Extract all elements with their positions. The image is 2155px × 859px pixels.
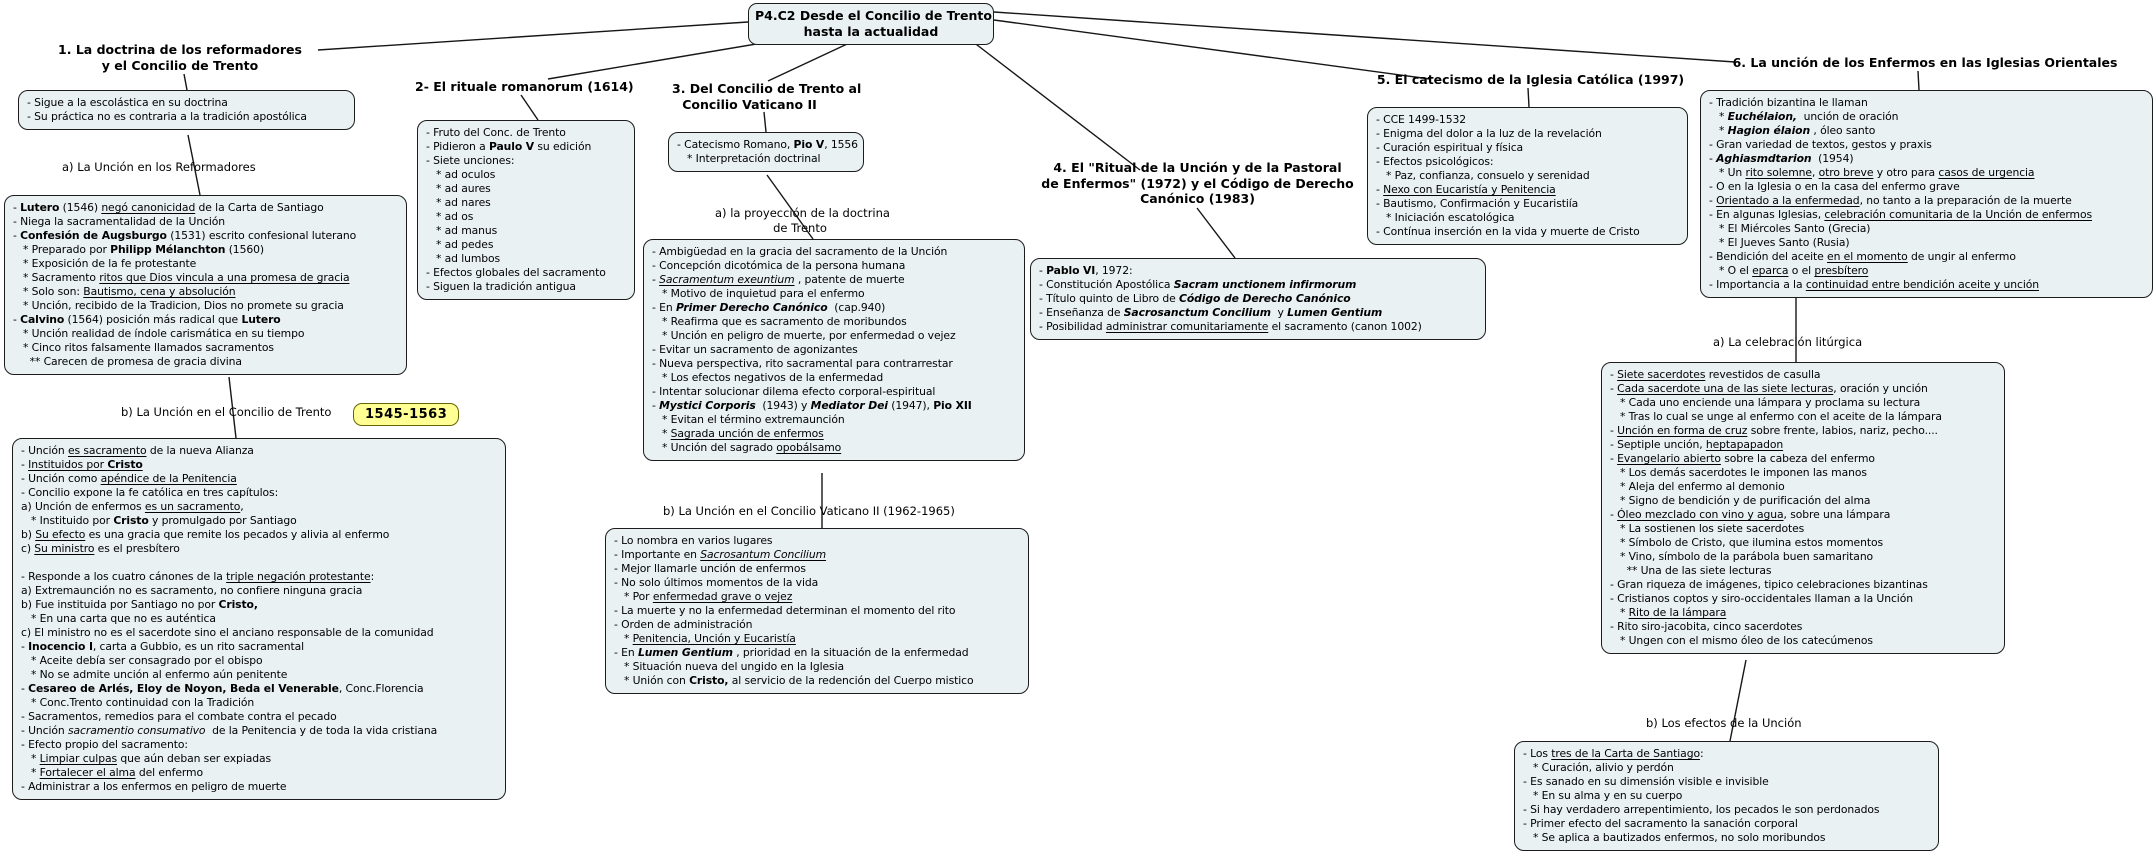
text-line: * Cinco ritos falsamente llamados sacramentos — [13, 341, 274, 354]
text-line: - Efectos globales del sacramento — [426, 266, 606, 279]
label-proyeccion-doctrina[interactable] — [715, 206, 890, 236]
box-concilio-vaticano-ii[interactable] — [605, 528, 1029, 694]
text-line: - Óleo mezclado con vino y agua, sobre una lámpara — [1610, 508, 1891, 521]
text-line: c) Su ministro es el presbítero — [21, 542, 180, 555]
text-line: - Gran riqueza de imágenes, tipico celebraciones bizantinas — [1610, 578, 1928, 591]
text-line: - Cesareo de Arlés, Eloy de Noyon, Beda el Venerable, Conc.Florencia — [21, 682, 424, 695]
text-line: * El Jueves Santo (Rusia) — [1709, 236, 1850, 249]
badge-dates-1545-1563[interactable]: 1545-1563 — [353, 403, 459, 426]
text-line: * Evitan el término extremaunción — [652, 413, 845, 426]
box-concilio-trento[interactable] — [12, 438, 506, 800]
text-line: - Enigma del dolor a la luz de la revelación — [1376, 127, 1602, 140]
text-line: * Vino, símbolo de la parábola buen samaritano — [1610, 550, 1874, 563]
text-line: - Concepción dicotómica de la persona humana — [652, 259, 906, 272]
text-line: * Curación, alivio y perdón — [1523, 761, 1674, 774]
text-line — [21, 556, 497, 570]
text-line: - CCE 1499-1532 — [1376, 113, 1467, 126]
text-line: - Unción en forma de cruz sobre frente, labios, nariz, pecho.... — [1610, 424, 1938, 437]
box-iglesias-orientales[interactable] — [1700, 90, 2153, 298]
text-line: * Conc.Trento continuidad con la Tradición — [21, 696, 255, 709]
text-line: a) Unción de enfermos es un sacramento, — [21, 500, 244, 513]
text-line: b) Fue instituida por Santiago no por Cristo, — [21, 598, 258, 611]
text-line: * Ungen con el mismo óleo de los catecúmenos — [1610, 634, 1873, 647]
text-line: * Unción, recibido de la Tradicion, Dios no promete su gracia — [13, 299, 344, 312]
text-line: * Símbolo de Cristo, que ilumina estos momentos — [1610, 536, 1884, 549]
text-line: b) Su efecto es una gracia que remite los pecados y alivia al enfermo — [21, 528, 390, 541]
label-celebracion-liturgica[interactable]: a) La celebración litúrgica — [1713, 335, 1863, 349]
text-line: - Curación espiritual y física — [1376, 141, 1524, 154]
text-line: * Euchélaion, unción de oración — [1709, 110, 1899, 123]
text-line: - Los tres de la Carta de Santiago: — [1523, 747, 1704, 760]
text-line: - En algunas Iglesias, celebración comunitaria de la Unción de enfermos — [1709, 208, 2092, 221]
box-catecismo-romano[interactable] — [668, 132, 864, 172]
edge-root-to-section4 — [968, 38, 1140, 170]
text-line: - Su práctica no es contraria a la tradición apostólica — [27, 110, 307, 123]
text-line: * ad aures — [426, 182, 491, 195]
edge-header5-to-cce — [1528, 88, 1529, 107]
label-uncion-concilio-trento[interactable]: b) La Unción en el Concilio de Trento — [121, 405, 332, 419]
text-line: - Es sanado en su dimensión visible e invisible — [1523, 775, 1769, 788]
text-line: - Posibilidad administrar comunitariamente el sacramento (canon 1002) — [1039, 320, 1422, 333]
text-line: - Orientado a la enfermedad, no tanto a la preparación de la muerte — [1709, 194, 2072, 207]
text-line: - Cada sacerdote una de las siete lecturas, oración y unción — [1610, 382, 1928, 395]
text-line: * La sostienen los siete sacerdotes — [1610, 522, 1805, 535]
text-line: - Primer efecto del sacramento la sanación corporal — [1523, 817, 1798, 830]
text-line: - Efectos psicológicos: — [1376, 155, 1494, 168]
text-line: - Cristianos coptos y siro-occidentales llaman a la Unción — [1610, 592, 1913, 605]
text-line: * En una carta que no es auténtica — [21, 612, 216, 625]
text-line: - Lo nombra en varios lugares — [614, 534, 773, 547]
box-rituale-romanum[interactable] — [417, 120, 635, 300]
text-line: - Septiple unción, heptapapadon — [1610, 438, 1784, 451]
text-line: * Unción en peligro de muerte, por enfermedad o vejez — [652, 329, 956, 342]
text-line: - Evangelario abierto sobre la cabeza del enfermo — [1610, 452, 1875, 465]
text-line: - Niega la sacramentalidad de la Unción — [13, 215, 226, 228]
text-line: - Gran variedad de textos, gestos y praxis — [1709, 138, 1932, 151]
text-line: - Importancia a la continuidad entre bendición aceite y unción — [1709, 278, 2039, 291]
text-line: * Se aplica a bautizados enfermos, no solo moribundos — [1523, 831, 1826, 844]
text-line: - Sigue a la escolástica en su doctrina — [27, 96, 228, 109]
text-line: - Evitar un sacramento de agonizantes — [652, 343, 858, 356]
text-line: Canónico (1983) — [1140, 191, 1255, 206]
text-line: - Nexo con Eucaristía y Penitencia — [1376, 183, 1556, 196]
box-proyeccion-doctrina[interactable] — [643, 239, 1025, 461]
text-line: - Unción sacramentio consumativo de la Penitencia y de toda la vida cristiana — [21, 724, 438, 737]
text-line: de Enfermos" (1972) y el Código de Derecho — [1041, 175, 1354, 191]
text-line: - Título quinto de Libro de Código de Derecho Canónico — [1039, 292, 1351, 305]
box-efectos-uncion[interactable] — [1514, 741, 1939, 851]
text-line: * ad pedes — [426, 238, 494, 251]
text-line: * Tras lo cual se unge al enfermo con el aceite de la lámpara — [1610, 410, 1942, 423]
text-line: P4.C2 Desde el Concilio de Trento — [755, 8, 992, 23]
text-line: * ad os — [426, 210, 474, 223]
text-line: * En su alma y en su cuerpo — [1523, 789, 1683, 802]
text-line: * Aceite debía ser consagrado por el obispo — [21, 654, 263, 667]
text-line: - Enseñanza de Sacrosanctum Concilium y Lumen Gentium — [1039, 306, 1383, 319]
text-line: - Unción como apéndice de la Penitencia — [21, 472, 237, 485]
text-line: - Mystici Corporis (1943) y Mediator Dei (1947), Pio XII — [652, 399, 972, 412]
text-line: - Responde a los cuatro cánones de la triple negación protestante: — [21, 570, 375, 583]
text-line: * O el eparca o el presbítero — [1709, 264, 1869, 277]
text-line: ** Una de las siete lecturas — [1610, 564, 1772, 577]
text-line: - Bendición del aceite en el momento de ungir al enfermo — [1709, 250, 2016, 263]
text-line: - Unción es sacramento de la nueva Alianza — [21, 444, 254, 457]
text-line: - Fruto del Conc. de Trento — [426, 126, 566, 139]
label-uncion-reformadores[interactable]: a) La Unción en los Reformadores — [62, 160, 256, 174]
box-catecismo-1997[interactable] — [1367, 107, 1688, 245]
text-line: * Los demás sacerdotes le imponen las manos — [1610, 466, 1867, 479]
text-line: - Inocencio I, carta a Gubbio, es un rito sacramental — [21, 640, 305, 653]
text-line: * Aleja del enfermo al demonio — [1610, 480, 1785, 493]
text-line: * Preparado por Philipp Mélanchton (1560) — [13, 243, 264, 256]
text-line: 3. Del Concilio de Trento al — [672, 81, 862, 96]
text-line: * Interpretación doctrinal — [677, 152, 821, 165]
text-line: - Siguen la tradición antigua — [426, 280, 576, 293]
text-line: y el Concilio de Trento — [101, 57, 259, 73]
text-line: * ad oculos — [426, 168, 496, 181]
text-line: - Siete sacerdotes revestidos de casulla — [1610, 368, 1821, 381]
box-pablo-vi[interactable] — [1030, 258, 1486, 340]
label-uncion-vaticano-ii[interactable]: b) La Unción en el Concilio Vaticano II (1962-1965) — [663, 504, 955, 518]
box-celebracion-liturgica[interactable] — [1601, 362, 2005, 654]
text-line: - Lutero (1546) negó canonicidad de la Carta de Santiago — [13, 201, 324, 214]
root-node[interactable] — [748, 3, 994, 45]
section-4-header[interactable] — [1035, 160, 1360, 207]
text-line: - Constitución Apostólica Sacram unctionem infirmorum — [1039, 278, 1357, 291]
section-5-header[interactable]: 5. El catecismo de la Iglesia Católica (1997) — [1376, 72, 1685, 87]
text-line: - Efecto propio del sacramento: — [21, 738, 188, 751]
text-line: * Limpiar culpas que aún deban ser expiadas — [21, 752, 272, 765]
text-line: - Sacramentum exeuntium , patente de muerte — [652, 273, 905, 286]
text-line: - En Primer Derecho Canónico (cap.940) — [652, 301, 886, 314]
edge-header4-to-pablo — [1197, 208, 1235, 258]
text-line: * No se admite unción al enfermo aún penitente — [21, 668, 288, 681]
text-line: * Un rito solemne, otro breve y otro para casos de urgencia — [1709, 166, 2035, 179]
text-line: Concilio Vaticano II — [682, 96, 817, 112]
text-line: - Orden de administración — [614, 618, 753, 631]
edge-root-to-section6 — [994, 12, 1735, 62]
text-line: - Rito siro-jacobita, cinco sacerdotes — [1610, 620, 1803, 633]
edge-header2-to-rituale — [521, 95, 538, 120]
text-line: - Nueva perspectiva, rito sacramental para contrarrestar — [652, 357, 953, 370]
section-1-header[interactable] — [30, 42, 330, 73]
text-line: * El Miércoles Santo (Grecia) — [1709, 222, 1871, 235]
text-line: * Instituido por Cristo y promulgado por Santiago — [21, 514, 297, 527]
text-line: - Tradición bizantina le llaman — [1709, 96, 1868, 109]
label-efectos-uncion[interactable]: b) Los efectos de la Unción — [1646, 716, 1802, 730]
text-line: * ad lumbos — [426, 252, 501, 265]
text-line: c) El ministro no es el sacerdote sino el anciano responsable de la comunidad — [21, 626, 434, 639]
text-line: - Importante en Sacrosantum Concilium — [614, 548, 826, 561]
text-line: * Iniciación escatológica — [1376, 211, 1515, 224]
text-line: 4. El "Ritual de la Unción y de la Pastoral — [1053, 160, 1342, 175]
text-line: - Sacramentos, remedios para el combate contra el pecado — [21, 710, 337, 723]
section-6-header[interactable]: 6. La unción de los Enfermos en las Iglesias Orientales — [1732, 55, 2118, 70]
text-line: de Trento — [773, 221, 827, 235]
text-line: 1. La doctrina de los reformadores — [58, 42, 302, 57]
box-reformadores[interactable] — [4, 195, 407, 375]
text-line: - No solo últimos momentos de la vida — [614, 576, 819, 589]
text-line: * Los efectos negativos de la enfermedad — [652, 371, 884, 384]
text-line: - O en la Iglesia o en la casa del enfermo grave — [1709, 180, 1960, 193]
text-line: - La muerte y no la enfermedad determinan el momento del rito — [614, 604, 956, 617]
text-line: * Unción realidad de índole carismática en su tiempo — [13, 327, 305, 340]
text-line: - Bautismo, Confirmación y Eucaristiía — [1376, 197, 1579, 210]
section-3-header[interactable] — [672, 81, 862, 112]
text-line: * Situación nueva del ungido en la Iglesia — [614, 660, 845, 673]
text-line: - En Lumen Gentium , prioridad en la situación de la enfermedad — [614, 646, 969, 659]
text-line: * Cada uno enciende una lámpara y proclama su lectura — [1610, 396, 1921, 409]
text-line: * Solo son: Bautismo, cena y absolución — [13, 285, 236, 298]
text-line: - Confesión de Augsburgo (1531) escrito confesional luterano — [13, 229, 357, 242]
text-line: * Motivo de inquietud para el enfermo — [652, 287, 865, 300]
text-line: * Signo de bendición y de purificación del alma — [1610, 494, 1871, 507]
text-line: * Paz, confianza, consuelo y serenidad — [1376, 169, 1590, 182]
text-line: hasta la actualidad — [803, 24, 939, 39]
box-doctrina-escolastica[interactable] — [18, 90, 355, 130]
text-line: * Sagrada unción de enfermos — [652, 427, 824, 440]
text-line: * ad nares — [426, 196, 491, 209]
text-line: * Sacramento ritos que Dios vincula a una promesa de gracia — [13, 271, 350, 284]
text-line: - Aghiasmdtarion (1954) — [1709, 152, 1854, 165]
edge-header6-to-bizantina — [1918, 71, 1919, 90]
text-line: a) Extremaunción no es sacramento, no confiere ninguna gracia — [21, 584, 363, 597]
text-line: - Mejor llamarle unción de enfermos — [614, 562, 806, 575]
section-2-header[interactable]: 2- El rituale romanorum (1614) — [415, 79, 634, 94]
text-line: - Intentar solucionar dilema efecto corporal-espiritual — [652, 385, 936, 398]
text-line: * ad manus — [426, 224, 498, 237]
text-line: * Penitencia, Unción y Eucaristía — [614, 632, 796, 645]
text-line: a) la proyección de la doctrina — [715, 206, 890, 220]
text-line: - Si hay verdadero arrepentimiento, los pecados le son perdonados — [1523, 803, 1880, 816]
text-line: * Rito de la lámpara — [1610, 606, 1727, 619]
text-line: * Exposición de la fe protestante — [13, 257, 197, 270]
edge-header3-to-catecismo — [764, 112, 766, 132]
text-line: - Siete unciones: — [426, 154, 515, 167]
text-line: - Concilio expone la fe católica en tres capítulos: — [21, 486, 279, 499]
text-line: * Fortalecer el alma del enfermo — [21, 766, 203, 779]
text-line: - Contínua inserción en la vida y muerte de Cristo — [1376, 225, 1640, 238]
text-line: * Hagion élaion , óleo santo — [1709, 124, 1876, 137]
text-line: - Instituidos por Cristo — [21, 458, 143, 471]
text-line: * Unción del sagrado opobálsamo — [652, 441, 842, 454]
text-line: - Pablo VI, 1972: — [1039, 264, 1133, 277]
text-line: - Catecismo Romano, Pio V, 1556 — [677, 138, 858, 151]
text-line: * Por enfermedad grave o vejez — [614, 590, 793, 603]
text-line: * Reafirma que es sacramento de moribundos — [652, 315, 907, 328]
text-line: ** Carecen de promesa de gracia divina — [13, 355, 242, 368]
edge-header1-to-doctrina — [184, 74, 187, 90]
text-line: * Unión con Cristo, al servicio de la redención del Cuerpo mistico — [614, 674, 974, 687]
text-line: - Ambigüedad en la gracia del sacramento de la Unción — [652, 245, 948, 258]
edge-root-to-section5 — [994, 20, 1430, 79]
text-line: - Administrar a los enfermos en peligro de muerte — [21, 780, 287, 793]
text-line: - Pidieron a Paulo V su edición — [426, 140, 592, 153]
text-line: - Calvino (1564) posición más radical que Lutero — [13, 313, 281, 326]
edge-root-to-section1 — [318, 22, 748, 50]
